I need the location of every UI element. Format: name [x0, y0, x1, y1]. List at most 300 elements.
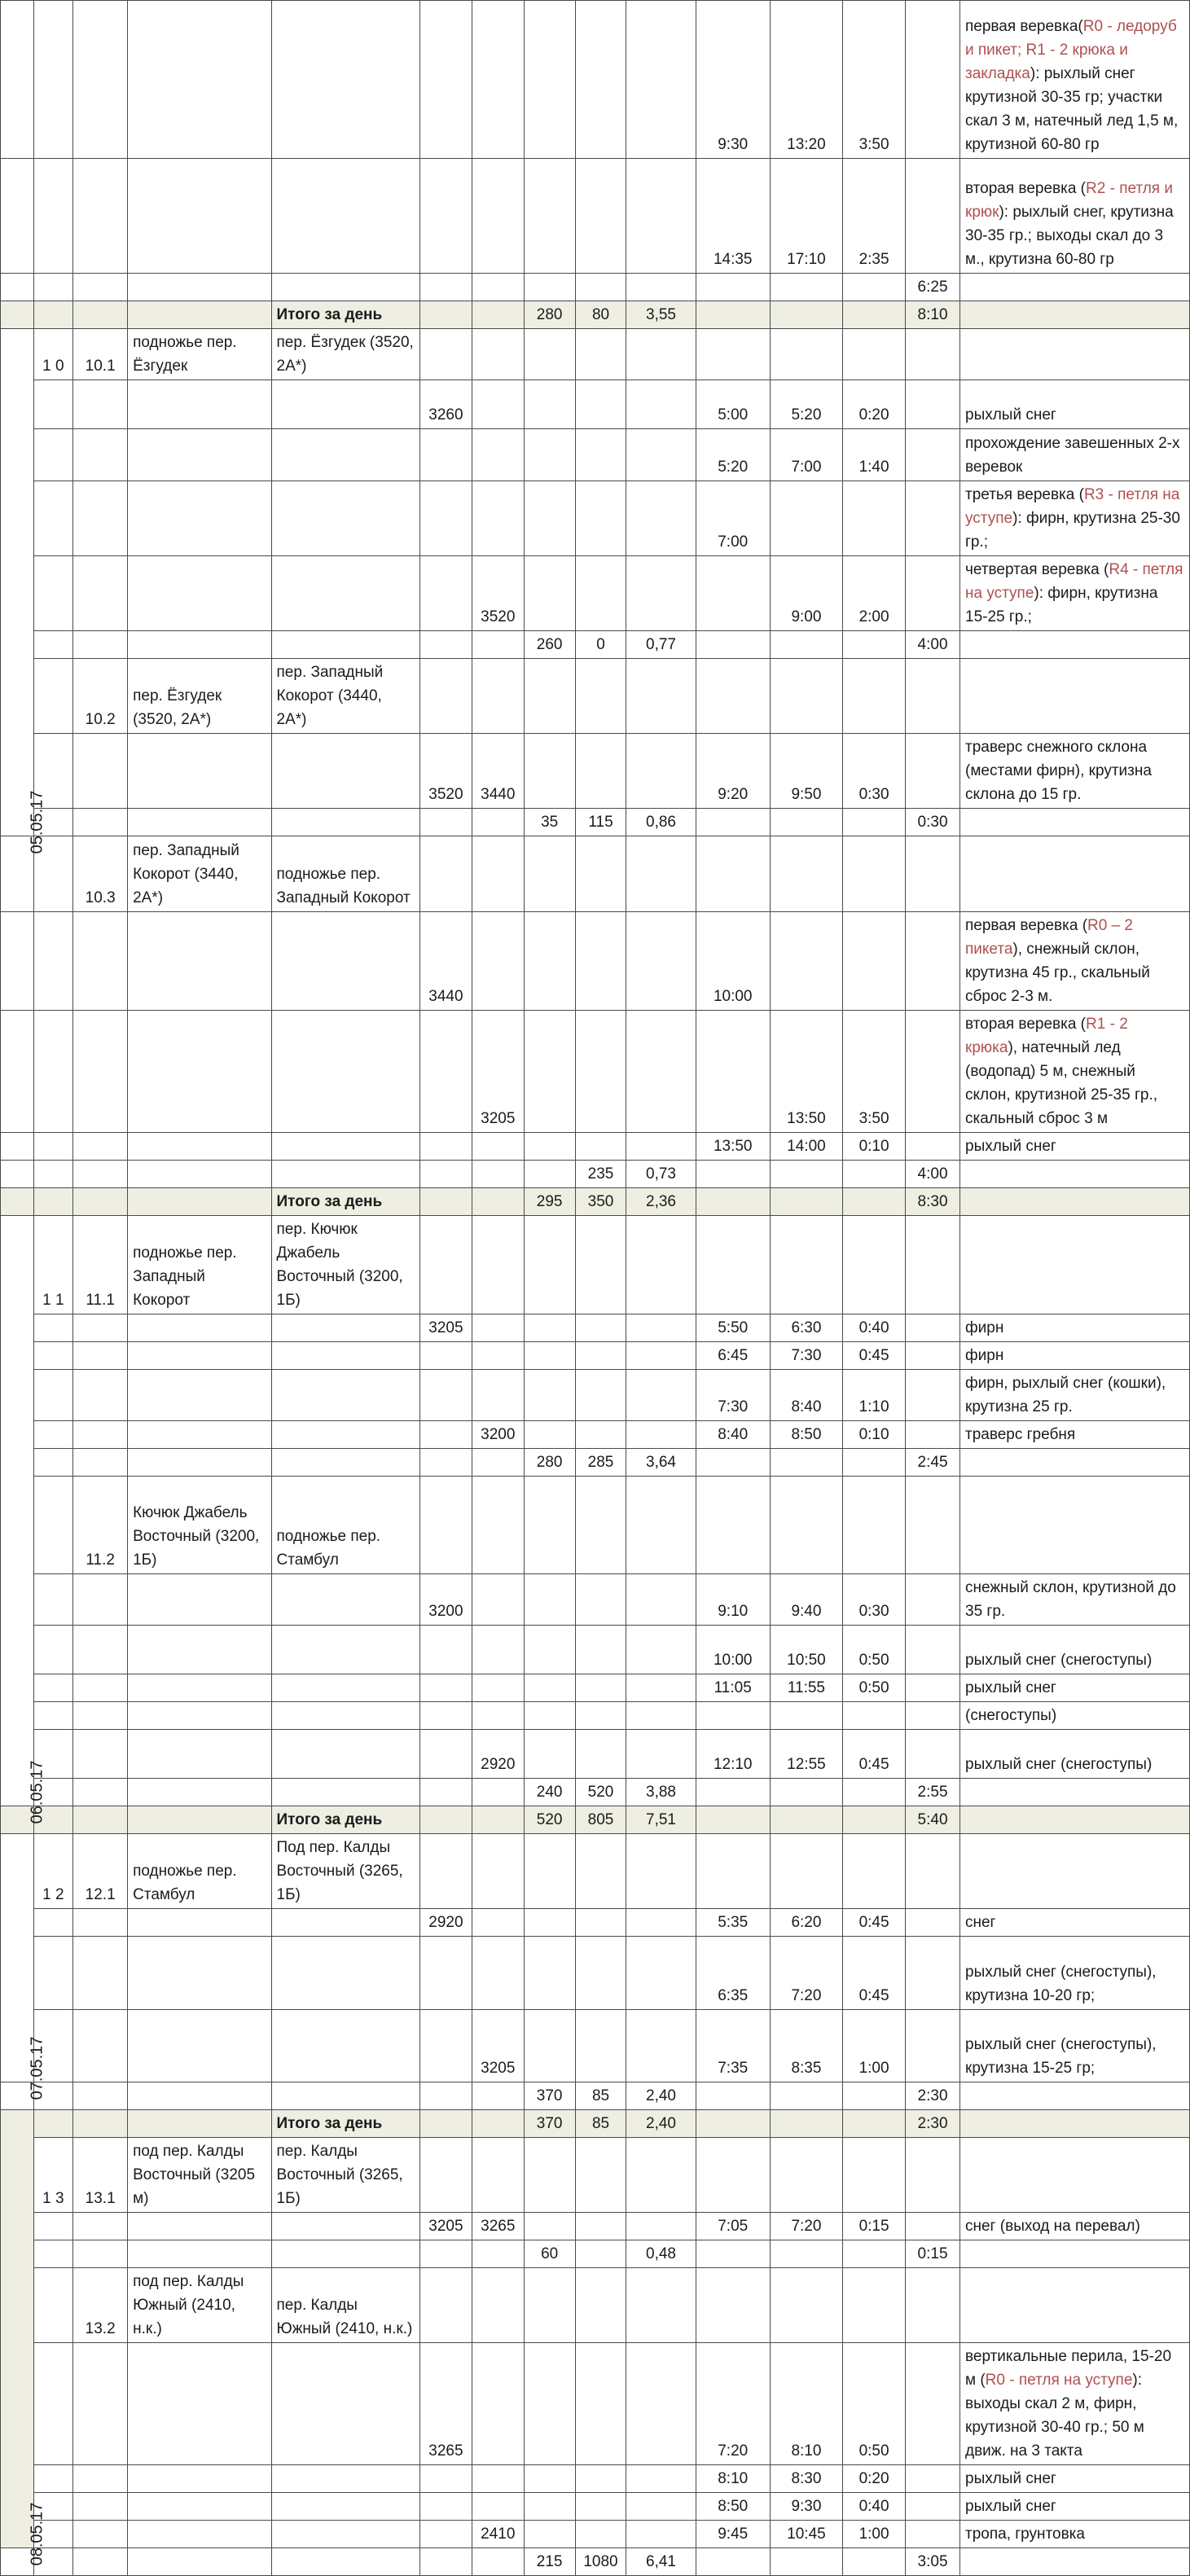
category-cell: 2,40: [626, 2082, 696, 2110]
from-cell: [128, 274, 271, 301]
rope-reference: R3 - петля на уступе: [965, 486, 1180, 527]
table-row: [1, 912, 1190, 1011]
from-cell: [128, 1909, 271, 1937]
height-start-cell: [420, 1937, 472, 2010]
stage-cell: [73, 380, 128, 429]
to-cell: [271, 481, 419, 556]
category-cell: 2,40: [626, 2110, 696, 2138]
start-time-cell: 8:40: [696, 1421, 770, 1449]
description-cell: [960, 481, 1190, 556]
description-text: рыхлый снег: [965, 2470, 1056, 2487]
height-end-cell: [472, 2493, 524, 2521]
description-cell: [960, 380, 1190, 429]
day-number-cell: [33, 1314, 73, 1342]
height-end-cell: [472, 912, 524, 1011]
end-time-cell: [770, 2082, 842, 2110]
to-cell: [271, 1574, 419, 1626]
start-time-cell: 7:20: [696, 2343, 770, 2465]
description-cell: [960, 159, 1190, 274]
day-number-cell: [33, 1, 73, 159]
total-time-cell: [906, 1730, 960, 1779]
from-cell: [128, 1, 271, 159]
start-time-cell: 14:35: [696, 159, 770, 274]
descent-cell: [575, 1342, 626, 1370]
climb-cell: [524, 1421, 575, 1449]
day-total-label: Итого за день: [271, 2110, 419, 2138]
day-number-cell: 1 0: [33, 329, 73, 380]
category-cell: [626, 2138, 696, 2213]
start-time-cell: 5:35: [696, 1909, 770, 1937]
day-total-label: Итого за день: [271, 1806, 419, 1834]
start-time-cell: [696, 1216, 770, 1314]
start-time-cell: 5:20: [696, 429, 770, 481]
description-cell: [960, 2493, 1190, 2521]
rope-reference: R2 - петля и крюк: [965, 180, 1173, 221]
descent-cell: [575, 1, 626, 159]
route-log-body: [1, 1, 1190, 2576]
duration-cell: [843, 2138, 906, 2213]
to-cell: [271, 2240, 419, 2268]
duration-cell: [843, 1702, 906, 1730]
end-time-cell: 12:55: [770, 1730, 842, 1779]
stage-cell: [73, 1188, 128, 1216]
total-time-cell: [906, 2213, 960, 2240]
day-number-cell: [33, 2213, 73, 2240]
height-end-cell: [472, 1449, 524, 1477]
rope-reference: R0 - петля на уступе: [985, 2372, 1133, 2389]
description-cell: [960, 1779, 1190, 1806]
height-end-cell: [472, 1937, 524, 2010]
end-time-cell: [770, 836, 842, 912]
table-row: [1, 1909, 1190, 1937]
height-end-cell: [472, 1370, 524, 1421]
to-cell: подножье пер. Западный Кокорот: [271, 836, 419, 912]
from-cell: [128, 1342, 271, 1370]
description-cell: [960, 2240, 1190, 2268]
stage-cell: 13.1: [73, 2138, 128, 2213]
end-time-cell: [770, 1161, 842, 1188]
descent-cell: [575, 159, 626, 274]
day-number-cell: 1 1: [33, 1216, 73, 1314]
climb-cell: [524, 2493, 575, 2521]
stage-cell: 12.1: [73, 1834, 128, 1909]
category-cell: 2,36: [626, 1188, 696, 1216]
description-cell: [960, 274, 1190, 301]
climb-cell: [524, 1937, 575, 2010]
height-end-cell: [472, 631, 524, 659]
stage-cell: [73, 1674, 128, 1702]
total-time-cell: [906, 159, 960, 274]
day-number-cell: [33, 2343, 73, 2465]
start-time-cell: [696, 1834, 770, 1909]
description-cell: [960, 2465, 1190, 2493]
descent-cell: 80: [575, 301, 626, 329]
duration-cell: [843, 1834, 906, 1909]
stage-cell: [73, 1421, 128, 1449]
description-cell: [960, 1449, 1190, 1477]
climb-cell: [524, 481, 575, 556]
height-start-cell: [420, 836, 472, 912]
height-end-cell: [472, 2465, 524, 2493]
height-end-cell: [472, 659, 524, 734]
day-number-cell: [33, 1370, 73, 1421]
duration-cell: [843, 912, 906, 1011]
end-time-cell: 13:20: [770, 1, 842, 159]
height-start-cell: [420, 2493, 472, 2521]
category-cell: [626, 1, 696, 159]
table-row: [1, 329, 1190, 380]
stage-cell: [73, 1730, 128, 1779]
descent-cell: [575, 1674, 626, 1702]
end-time-cell: 11:55: [770, 1674, 842, 1702]
day-total-label: Итого за день: [271, 1188, 419, 1216]
description-text: фирн, рыхлый снег (кошки), крутизна 25 гр.: [965, 1375, 1166, 1415]
stage-cell: [73, 1806, 128, 1834]
from-cell: [128, 809, 271, 836]
category-cell: 6,41: [626, 2548, 696, 2576]
height-end-cell: [472, 836, 524, 912]
climb-cell: [524, 1834, 575, 1909]
duration-cell: [843, 274, 906, 301]
table-row: [1, 1133, 1190, 1161]
stage-cell: [73, 1937, 128, 2010]
from-cell: [128, 556, 271, 631]
height-start-cell: [420, 1216, 472, 1314]
end-time-cell: 14:00: [770, 1133, 842, 1161]
date-cell: [1, 1133, 34, 1161]
descent-cell: [575, 1011, 626, 1133]
day-number-cell: [33, 2268, 73, 2343]
start-time-cell: 7:05: [696, 2213, 770, 2240]
to-cell: подножье пер. Стамбул: [271, 1477, 419, 1574]
end-time-cell: 13:50: [770, 1011, 842, 1133]
total-time-cell: [906, 329, 960, 380]
descent-cell: 235: [575, 1161, 626, 1188]
date-cell: [1, 1834, 46, 2100]
from-cell: [128, 1161, 271, 1188]
stage-cell: 10.3: [73, 836, 128, 912]
day-total-row: [1, 1188, 1190, 1216]
total-time-cell: [906, 2010, 960, 2082]
stage-cell: [73, 159, 128, 274]
end-time-cell: [770, 1779, 842, 1806]
climb-cell: [524, 1, 575, 159]
end-time-cell: 8:35: [770, 2010, 842, 2082]
climb-cell: [524, 1626, 575, 1674]
height-end-cell: [472, 1161, 524, 1188]
start-time-cell: [696, 836, 770, 912]
height-end-cell: [472, 481, 524, 556]
total-time-cell: [906, 1342, 960, 1370]
from-cell: [128, 1779, 271, 1806]
stage-cell: [73, 1011, 128, 1133]
start-time-cell: 9:20: [696, 734, 770, 809]
from-cell: Кючюк Джабель Восточный (3200, 1Б): [128, 1477, 271, 1574]
stage-cell: [73, 429, 128, 481]
category-cell: [626, 836, 696, 912]
stage-cell: [73, 1779, 128, 1806]
category-cell: [626, 1133, 696, 1161]
end-time-cell: [770, 1834, 842, 1909]
table-row: [1, 1779, 1190, 1806]
start-time-cell: 10:00: [696, 1626, 770, 1674]
table-row: [1, 481, 1190, 556]
end-time-cell: 7:30: [770, 1342, 842, 1370]
date-cell: [1, 1161, 34, 1188]
stage-cell: [73, 2548, 128, 2576]
descent-cell: [575, 2240, 626, 2268]
description-text: первая веревка (: [965, 917, 1088, 934]
start-time-cell: 5:50: [696, 1314, 770, 1342]
description-text: (снегоступы): [965, 1707, 1057, 1724]
total-time-cell: [906, 2521, 960, 2548]
height-start-cell: 3265: [420, 2343, 472, 2465]
end-time-cell: 9:30: [770, 2493, 842, 2521]
date-cell: [1, 301, 34, 329]
from-cell: [128, 1702, 271, 1730]
climb-cell: 60: [524, 2240, 575, 2268]
descent-cell: 85: [575, 2110, 626, 2138]
height-end-cell: [472, 380, 524, 429]
total-time-cell: [906, 1574, 960, 1626]
date-cell: [1, 274, 34, 301]
description-text: ): фирн, крутизна 15-25 гр.;: [965, 585, 1158, 625]
height-end-cell: [472, 1806, 524, 1834]
height-end-cell: [472, 329, 524, 380]
total-time-cell: [906, 2493, 960, 2521]
description-cell: [960, 1161, 1190, 1188]
height-start-cell: [420, 1674, 472, 1702]
to-cell: пер. Калды Южный (2410, н.к.): [271, 2268, 419, 2343]
description-cell: [960, 659, 1190, 734]
from-cell: [128, 1449, 271, 1477]
climb-cell: [524, 1011, 575, 1133]
to-cell: [271, 2010, 419, 2082]
climb-cell: [524, 556, 575, 631]
total-time-cell: [906, 429, 960, 481]
start-time-cell: 9:30: [696, 1, 770, 159]
start-time-cell: [696, 2110, 770, 2138]
descent-cell: [575, 2465, 626, 2493]
total-time-cell: [906, 1937, 960, 2010]
to-cell: [271, 1421, 419, 1449]
duration-cell: 0:40: [843, 1314, 906, 1342]
descent-cell: [575, 734, 626, 809]
end-time-cell: 6:30: [770, 1314, 842, 1342]
descent-cell: [575, 1730, 626, 1779]
to-cell: [271, 1449, 419, 1477]
height-end-cell: 3265: [472, 2213, 524, 2240]
table-row: [1, 1702, 1190, 1730]
category-cell: [626, 2343, 696, 2465]
duration-cell: [843, 2110, 906, 2138]
climb-cell: 215: [524, 2548, 575, 2576]
category-cell: [626, 1314, 696, 1342]
start-time-cell: 5:00: [696, 380, 770, 429]
total-time-cell: 5:40: [906, 1806, 960, 1834]
duration-cell: 0:45: [843, 1342, 906, 1370]
description-cell: [960, 329, 1190, 380]
day-number-cell: [33, 380, 73, 429]
stage-cell: [73, 2213, 128, 2240]
duration-cell: 0:50: [843, 2343, 906, 2465]
climb-cell: [524, 1342, 575, 1370]
height-start-cell: 3200: [420, 1574, 472, 1626]
height-start-cell: [420, 329, 472, 380]
end-time-cell: [770, 809, 842, 836]
from-cell: под пер. Калды Восточный (3205 м): [128, 2138, 271, 2213]
stage-cell: [73, 809, 128, 836]
start-time-cell: [696, 1806, 770, 1834]
end-time-cell: [770, 912, 842, 1011]
start-time-cell: [696, 1477, 770, 1574]
category-cell: [626, 1477, 696, 1574]
date-cell: [1, 1216, 46, 1824]
to-cell: [271, 1370, 419, 1421]
duration-cell: [843, 301, 906, 329]
day-number-cell: [33, 1011, 73, 1133]
table-row: [1, 1216, 1190, 1314]
climb-cell: [524, 1370, 575, 1421]
category-cell: [626, 481, 696, 556]
duration-cell: [843, 1161, 906, 1188]
from-cell: [128, 429, 271, 481]
descent-cell: [575, 1421, 626, 1449]
descent-cell: 285: [575, 1449, 626, 1477]
to-cell: [271, 1674, 419, 1702]
total-time-cell: [906, 1314, 960, 1342]
description-text: снег (выход на перевал): [965, 2218, 1140, 2235]
category-cell: [626, 912, 696, 1011]
category-cell: 0,73: [626, 1161, 696, 1188]
start-time-cell: [696, 1702, 770, 1730]
description-text: ), снежный склон, крутизна 45 гр., скальный сброс 2-3 м.: [965, 941, 1150, 1005]
table-row: [1, 1449, 1190, 1477]
stage-cell: 13.2: [73, 2268, 128, 2343]
table-row: [1, 2268, 1190, 2343]
duration-cell: [843, 1477, 906, 1574]
height-end-cell: [472, 1779, 524, 1806]
description-cell: [960, 1342, 1190, 1370]
rope-reference: R0 – 2 пикета: [965, 917, 1133, 958]
table-row: [1, 1674, 1190, 1702]
date-label: 08.05.17: [28, 2502, 46, 2566]
description-text: четвертая веревка (: [965, 561, 1109, 578]
descent-cell: [575, 1702, 626, 1730]
category-cell: [626, 1674, 696, 1702]
day-number-cell: [33, 659, 73, 734]
category-cell: [626, 556, 696, 631]
from-cell: [128, 1314, 271, 1342]
height-start-cell: [420, 1370, 472, 1421]
end-time-cell: [770, 1477, 842, 1574]
table-row: [1, 1574, 1190, 1626]
height-start-cell: 3205: [420, 2213, 472, 2240]
category-cell: [626, 1574, 696, 1626]
end-time-cell: 6:20: [770, 1909, 842, 1937]
start-time-cell: 13:50: [696, 1133, 770, 1161]
to-cell: [271, 429, 419, 481]
height-end-cell: 2410: [472, 2521, 524, 2548]
height-end-cell: 3200: [472, 1421, 524, 1449]
duration-cell: 0:30: [843, 1574, 906, 1626]
rope-reference: R0 - ледоруб и пикет; R1 - 2 крюка и закладка: [965, 18, 1177, 82]
start-time-cell: 10:00: [696, 912, 770, 1011]
description-cell: [960, 2268, 1190, 2343]
climb-cell: [524, 380, 575, 429]
height-end-cell: [472, 159, 524, 274]
end-time-cell: 10:45: [770, 2521, 842, 2548]
height-start-cell: [420, 1477, 472, 1574]
table-row: [1, 556, 1190, 631]
height-start-cell: [420, 1161, 472, 1188]
end-time-cell: 7:20: [770, 1937, 842, 2010]
descent-cell: [575, 556, 626, 631]
height-start-cell: [420, 429, 472, 481]
to-cell: [271, 1909, 419, 1937]
total-time-cell: [906, 734, 960, 809]
height-start-cell: [420, 1779, 472, 1806]
end-time-cell: 17:10: [770, 159, 842, 274]
table-row: [1, 1937, 1190, 2010]
descent-cell: [575, 1370, 626, 1421]
category-cell: 0,77: [626, 631, 696, 659]
climb-cell: [524, 274, 575, 301]
table-row: [1, 1730, 1190, 1779]
climb-cell: [524, 2213, 575, 2240]
from-cell: [128, 2493, 271, 2521]
total-time-cell: [906, 2268, 960, 2343]
stage-cell: 10.2: [73, 659, 128, 734]
from-cell: [128, 2521, 271, 2548]
end-time-cell: 8:40: [770, 1370, 842, 1421]
from-cell: [128, 159, 271, 274]
total-time-cell: [906, 1, 960, 159]
duration-cell: 2:35: [843, 159, 906, 274]
stage-cell: [73, 2493, 128, 2521]
end-time-cell: [770, 2548, 842, 2576]
day-number-cell: [33, 1674, 73, 1702]
height-end-cell: [472, 1216, 524, 1314]
duration-cell: [843, 836, 906, 912]
height-end-cell: [472, 1834, 524, 1909]
height-end-cell: [472, 2082, 524, 2110]
date-cell: [1, 1, 34, 159]
descent-cell: 85: [575, 2082, 626, 2110]
duration-cell: 0:10: [843, 1133, 906, 1161]
start-time-cell: [696, 2082, 770, 2110]
description-cell: [960, 809, 1190, 836]
end-time-cell: [770, 274, 842, 301]
start-time-cell: 6:35: [696, 1937, 770, 2010]
height-start-cell: [420, 809, 472, 836]
duration-cell: [843, 329, 906, 380]
description-text: фирн: [965, 1347, 1004, 1364]
duration-cell: 0:45: [843, 1730, 906, 1779]
day-number-cell: [33, 912, 73, 1011]
total-time-cell: 8:10: [906, 301, 960, 329]
climb-cell: 35: [524, 809, 575, 836]
description-cell: [960, 912, 1190, 1011]
date-label: 05.05.17: [28, 790, 46, 854]
duration-cell: [843, 1449, 906, 1477]
climb-cell: [524, 1477, 575, 1574]
height-end-cell: [472, 1, 524, 159]
day-number-cell: [33, 2110, 73, 2138]
stage-cell: [73, 2343, 128, 2465]
from-cell: [128, 1674, 271, 1702]
from-cell: [128, 2465, 271, 2493]
